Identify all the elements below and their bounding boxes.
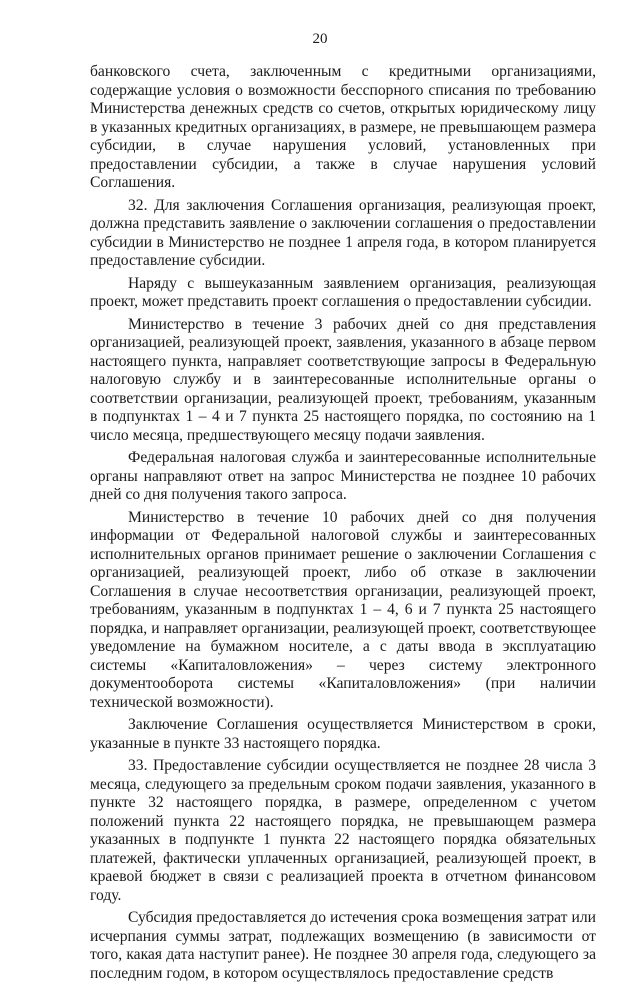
paragraph-ministry-decision: Министерство в течение 10 рабочих дней со дня получения информации от Федеральной налоговой службы и заинтересованных исполнительных органов принимает решение о заключении Соглашения с организацией, реализующей проект, либо об отказе в заключении Соглашения в случае несоответствия организации, реализующей проект, требованиям, указанным в подпунктах 1 – 4, 6 и 7 пункта 25 настоящего порядка, и направляет организации, реализующей проект, соответствующее уведомление на бумажном носителе, а с даты ввода в эксплуатацию системы «Капиталовложения» – через систему электронного документооборота системы «Капиталовложения» (при наличии технической возможности). xyxy=(90,508,596,711)
document-body xyxy=(90,63,596,983)
paragraph-draft-agreement: Наряду с вышеуказанным заявлением организация, реализующая проект, может представить проект соглашения о предоставлении субсидии. xyxy=(90,274,596,310)
paragraph-agreement-terms: Заключение Соглашения осуществляется Министерством в сроки, указанные в пункте 33 настоящего порядка. xyxy=(90,716,596,752)
paragraph-continuation: банковского счета, заключенным с кредитными организациями, содержащие условия о возможности бесспорного списания по требованию Министерства денежных средств со счетов, открытых юридическому лицу в указанных кредитных организациях, в размере, не превышающем размера субсидии, в случае нарушения условий, установленных при предоставлении субсидии, а также в случае нарушения условий Соглашения. xyxy=(90,63,596,191)
paragraph-subsidy-duration: Субсидия предоставляется до истечения срока возмещения затрат или исчерпания суммы затрат, подлежащих возмещению (в зависимости от того, какая дата наступит ранее). Не позднее 30 апреля года, следующего за последним годом, в котором осуществлялось предоставление средств xyxy=(90,909,596,982)
page-number: 20 xyxy=(312,31,328,47)
paragraph-ministry-requests: Министерство в течение 3 рабочих дней со дня представления организацией, реализующей проект, заявления, указанного в абзаце первом настоящего пункта, направляет соответствующие запросы в Федеральную налоговую службу и в заинтересованные исполнительные органы о соответствии организации, реализующей проект, требованиям, указанным в подпунктах 1 – 4 и 7 пункта 25 настоящего порядка, по состоянию на 1 число месяца, предшествующего месяцу подачи заявления. xyxy=(90,315,596,444)
paragraph-tax-service-response: Федеральная налоговая служба и заинтересованные исполнительные органы направляют ответ на запрос Министерства не позднее 10 рабочих дней со дня получения такого запроса. xyxy=(90,449,596,503)
paragraph-clause-33: 33. Предоставление субсидии осуществляется не позднее 28 числа 3 месяца, следующего за предельным сроком подачи заявления, указанного в пункте 32 настоящего порядка, в размере, определенном с учетом положений пункта 22 настоящего порядка, не превышающем размера указанных в подпункте 1 пункта 22 настоящего порядка обязательных платежей, фактически уплаченных организацией, реализующей проект, в краевой бюджет в связи с реализацией проекта в отчетном финансовом году. xyxy=(90,757,596,904)
paragraph-clause-32: 32. Для заключения Соглашения организация, реализующая проект, должна представить заявление о заключении соглашения о предоставлении субсидии в Министерство не позднее 1 апреля года, в котором планируется предоставление субсидии. xyxy=(90,196,596,269)
